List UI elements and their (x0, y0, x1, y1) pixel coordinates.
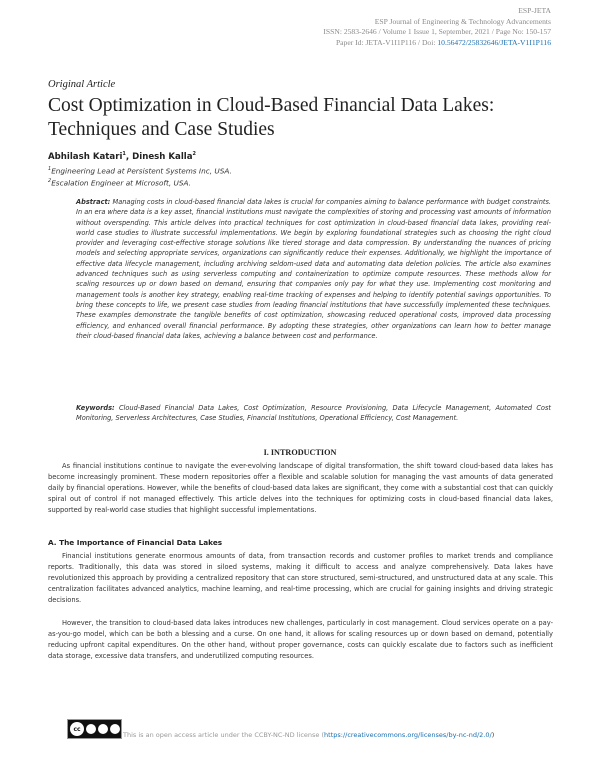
author-name: Dinesh Kalla (132, 151, 193, 162)
affiliation-text: Escalation Engineer at Microsoft, USA. (51, 178, 191, 188)
nc-icon (98, 724, 108, 734)
abstract-label: Abstract: (76, 198, 111, 206)
paper-id-line (323, 38, 551, 49)
license-url-link[interactable]: https://creativecommons.org/licenses/by-nc-nd/2.0/ (324, 731, 492, 739)
license-close: ) (491, 731, 495, 739)
nd-icon (110, 724, 120, 734)
keywords (76, 403, 551, 424)
body-paragraph: As financial institutions continue to navigate the ever-evolving landscape of digital transformation, the shift toward cloud-based data lakes has become increasingly prominent. These modern repositories offer a flexible and scalable solution for managing the vast amounts of data generated daily by financial operations. However, while the benefits of cloud-based data lakes are significant, they come with a substantial cost that can quickly spiral out of control if not managed effectively. This article delves into the techniques for optimizing costs in cloud-based financial data lakes, supported by real-world case studies that highlight successful implementations. (48, 462, 553, 515)
journal-name: ESP Journal of Engineering & Technology Advancements (374, 16, 551, 26)
affiliation (48, 166, 232, 175)
article-type: Original Article (48, 79, 116, 90)
body-paragraph: Financial institutions generate enormous amounts of data, from transaction records and customer profiles to market trends and compliance reports. Traditionally, this data was stored in siloed systems, making it difficult to access and analyze comprehensively. Data lakes have revolutionized this approach by providing a centralized repository that can store structured, semi-structured, and unstructured data at any scale. This centralization facilitates advanced analytics, machine learning, and real-time processing, which are crucial for gaining insights and driving strategic decisions. (48, 552, 553, 605)
paper-id-prefix: Paper Id: JETA-V1I1P116 / Doi: (335, 37, 438, 47)
abstract (76, 197, 551, 341)
affiliation-number: 2 (48, 178, 52, 184)
affiliation (48, 178, 191, 187)
body-paragraph: However, the transition to cloud-based data lakes introduces new challenges, particularly in cost management. Cloud services operate on a pay-as-you-go model, which can be both a blessing and a curse. On one hand, it allows for scaling resources up or down based on demand, potentially reducing upfront capital expenditures. On the other hand, without proper governance, costs can quickly escalate due to factors such as inefficient data storage, excessive data transfers, and underutilized computing resources. (48, 619, 553, 661)
paper-title: Cost Optimization in Cloud-Based Financial Data Lakes: Techniques and Case Studies (48, 95, 495, 140)
author-name: Abhilash Katari (48, 151, 123, 162)
license-footer (67, 719, 494, 739)
keywords-label: Keywords: (76, 404, 115, 412)
keywords-text: Cloud-Based Financial Data Lakes, Cost Optimization, Resource Provisioning, Data Lifecycle Management, Automated Cost Monitoring, Serverless Architectures, Case Studies, Financial Institutions, Operational Efficiency, Cost Management. (76, 404, 551, 423)
cc-license-badge[interactable] (67, 719, 122, 739)
license-statement: This is an open access article under the CCBY-NC-ND license ( (123, 731, 325, 739)
author-line (48, 151, 196, 162)
section-heading: I. INTRODUCTION (263, 448, 337, 457)
author-superscript: 1 (122, 151, 126, 157)
journal-header (323, 6, 551, 48)
license-text (123, 731, 494, 739)
abstract-text: Managing costs in cloud-based financial data lakes is crucial for companies aiming to balance performance with budget constraints. In an era where data is a key asset, financial institutions must navigate the complexities of storing and processing vast amounts of information without overspending. This article delves into practical techniques for cost optimization in cloud-based financial data lakes, providing real-world case studies to illustrate successful implementations. We begin by exploring foundational strategies such as choosing the right cloud provider and leveraging cost-effective storage solutions like tiered storage and data compression. By understanding the nuances of pricing models and selecting appropriate services, organizations can significantly reduce their expenses. Additionally, we highlight the importance of effective data lifecycle management, including archiving seldom-used data and automating data deletion policies. The article also examines advanced techniques such as using serverless computing and containerization to optimize compute resources. These methods allow for scaling resources up or down based on demand, ensuring that companies only pay for what they use. Implementing cost monitoring and management tools is another key strategy, enabling real-time tracking of expenses and helping to identify potential savings opportunities. To bring these concepts to life, we present case studies from leading financial institutions that have successfully implemented these techniques. These examples demonstrate the tangible benefits of cost optimization, showcasing reduced operational costs, improved data processing efficiency, and enhanced overall financial performance. By adopting these strategies, other organizations can learn how to better manage their cloud-based financial data lakes, achieving a balance between cost and performance. (76, 198, 551, 340)
journal-short-name: ESP-JETA (518, 6, 551, 15)
cc-icon: cc (70, 722, 84, 736)
author-superscript: 2 (192, 151, 197, 157)
by-icon (86, 724, 96, 734)
subsection-heading: A. The Importance of Financial Data Lakes (48, 538, 223, 547)
issn-line: ISSN: 2583-2646 / Volume 1 Issue 1, September, 2021 / Page No: 150-157 (323, 27, 551, 37)
affiliation-text: Engineering Lead at Persistent Systems Inc, USA. (51, 166, 232, 176)
doi-link[interactable]: 10.56472/25832646/JETA-V1I1P116 (437, 37, 551, 47)
affiliation-number: 1 (48, 166, 52, 172)
author-separator: , (125, 151, 133, 162)
